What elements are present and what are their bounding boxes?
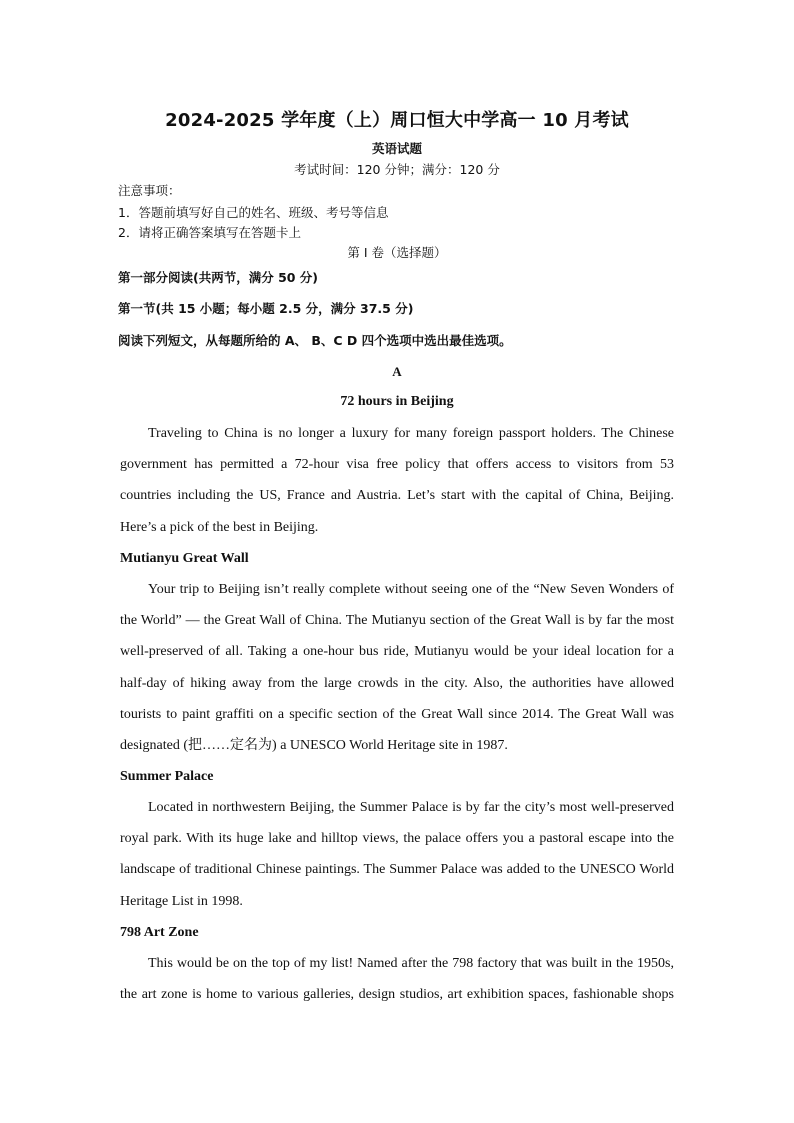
exam-title: 2024-2025 学年度（上）周口恒大中学高一 10 月考试 — [165, 110, 629, 131]
passage-title: 72 hours in Beijing — [340, 394, 454, 409]
paragraph-798-art-zone: This would be on the top of my list! Named after the 798 factory that was built in the 1950s, the art zone is home to various galleries, design studios, art exhibition spaces, fashionable shops — [120, 956, 674, 1003]
part-heading: 第一部分阅读(共两节，满分 50 分) — [118, 270, 319, 285]
section-heading-798-art-zone: 798 Art Zone — [120, 925, 199, 940]
section-heading-summer-palace: Summer Palace — [120, 769, 214, 784]
note-item: 2．请将正确答案填写在答题卡上 — [118, 225, 301, 240]
reading-instruction: 阅读下列短文，从每题所给的 A、 B、C D 四个选项中选出最佳选项。 — [118, 333, 512, 348]
paragraph-mutianyu: Your trip to Beijing isn’t really complete without seeing one of the “New Seven Wonders of the World” — the Great Wall of China. The Mutianyu section of the Great Wall is by far the most well-preserved of all. Taking a one-hour bus ride, Mutianyu would be your ideal location for a half-day of hiking away from the large crowds in the city. Also, the authorities have allowed tourists to paint graffiti on a specific section of the Great Wall since 2014. The Great Wall was designated (把……定名为) a UNESCO World Heritage site in 1987. — [120, 582, 674, 754]
exam-info: 考试时间：120 分钟；满分：120 分 — [294, 162, 500, 177]
section-heading-mutianyu: Mutianyu Great Wall — [120, 551, 249, 566]
section-heading: 第一节(共 15 小题；每小题 2.5 分，满分 37.5 分) — [118, 301, 414, 316]
subject-title: 英语试题 — [371, 141, 422, 156]
passage-letter: A — [392, 364, 402, 379]
intro-paragraph: Traveling to China is no longer a luxury for many foreign passport holders. The Chinese government has permitted a 72-hour visa free policy that offers access to visitors from 53 countries including the US, France and Austria. Let’s start with the capital of China, Beijing. Here’s a pick of the best in Beijing. — [120, 426, 674, 535]
volume-title: 第 I 卷（选择题） — [347, 245, 447, 260]
note-item: 1．答题前填写好自己的姓名、班级、考号等信息 — [118, 205, 389, 220]
notes-heading: 注意事项： — [118, 183, 181, 198]
paragraph-summer-palace: Located in northwestern Beijing, the Summer Palace is by far the city’s most well-preserved royal park. With its huge lake and hilltop views, the palace offers you a pastoral escape into the landscape of traditional Chinese paintings. The Summer Palace was added to the UNESCO World Heritage List in 1998. — [120, 800, 674, 909]
